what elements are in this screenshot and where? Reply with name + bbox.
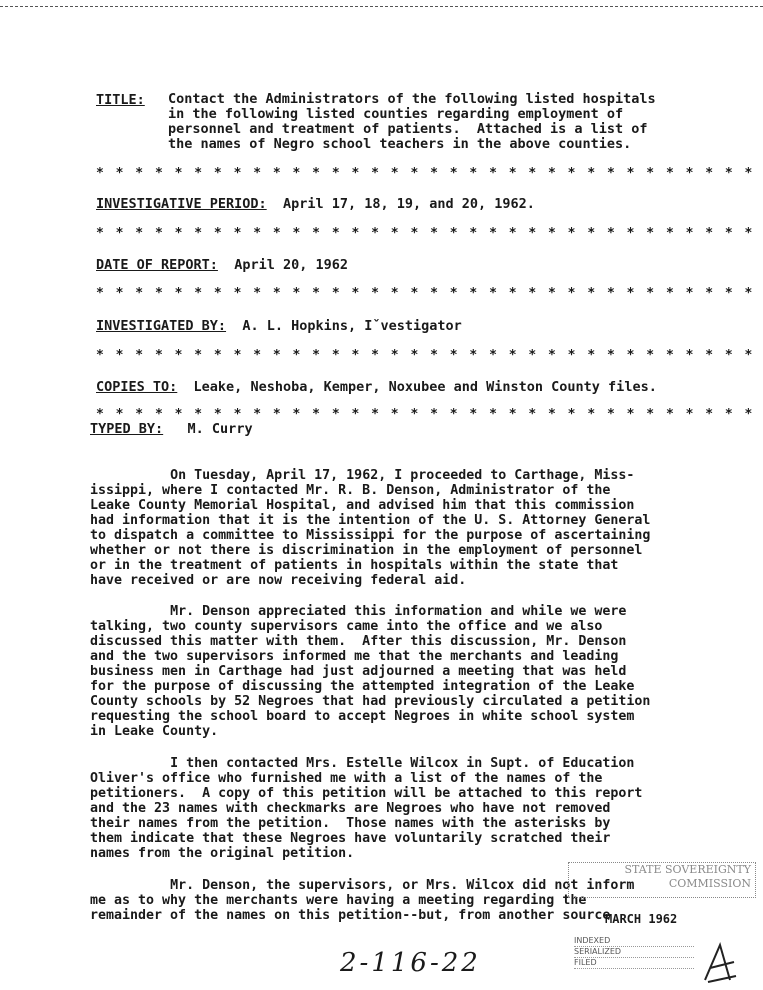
- paragraph-1: On Tuesday, April 17, 1962, I proceeded to Carthage, Miss- issippi, where I contacted Mr. R. B. Denson, Administrator of the Leake County Memorial Hospital, and advised him that this commission had information that it is the intention of the U. S. Attorney General to dispatch a committee to Mississippi for the purpose of ascertaining whether or not there is discrimination in the employment of personnel or in the treatment of patients in hospitals within the state that have received or are now receiving federal aid.: [90, 468, 651, 588]
- typed-by-value: M. Curry: [187, 421, 253, 437]
- investigative-period: [96, 196, 535, 212]
- filed-line: FILED: [574, 958, 694, 969]
- page-top-edge: [0, 0, 763, 7]
- copies-to-value: Leake, Neshoba, Kemper, Noxubee and Winston County files.: [193, 379, 657, 395]
- copies-to: [96, 379, 657, 395]
- investigative-period-value: April 17, 18, 19, and 20, 1962.: [282, 196, 535, 212]
- paragraph-2: Mr. Denson appreciated this information and while we were talking, two county supervisors came into the office and we also discussed this matter with them. After this discussion, Mr. Denson and the two supervisors informed me that the merchants and leading business men in Carthage had just adjourned a meeting that was held for the purpose of discussing the attempted integration of the Leake County schools by 52 Negroes that had previously circulated a petition requesting the school board to accept Negroes in white school system in Leake County.: [90, 604, 651, 739]
- serialized-line: SERIALIZED: [574, 947, 694, 958]
- copies-to-label: COPIES TO:: [96, 379, 178, 395]
- paragraph-4: Mr. Denson, the supervisors, or Mrs. Wilcox did not inform me as to why the merchants were having a meeting regarding the remainder of the names on this petition--but, from another source: [90, 878, 635, 923]
- commission-stamp: STATE SOVEREIGNTY COMMISSION: [568, 862, 756, 898]
- typed-by-label: TYPED BY:: [90, 421, 164, 437]
- handwritten-mark-icon: [700, 940, 740, 985]
- date-of-report-label: DATE OF REPORT:: [96, 257, 218, 273]
- investigated-by: [96, 318, 462, 334]
- investigative-period-label: INVESTIGATIVE PERIOD:: [96, 196, 267, 212]
- date-of-report: [96, 257, 348, 273]
- typed-by: [90, 421, 253, 437]
- star-divider: * * * * * * * * * * * * * * * * * * * * * * * * * * * * * * * * * *: [96, 226, 755, 241]
- star-divider: * * * * * * * * * * * * * * * * * * * * * * * * * * * * * * * * * *: [96, 407, 755, 422]
- date-of-report-value: April 20, 1962: [234, 257, 348, 273]
- title-label: TITLE:: [96, 92, 145, 108]
- star-divider: * * * * * * * * * * * * * * * * * * * * * * * * * * * * * * * * * *: [96, 286, 755, 301]
- star-divider: * * * * * * * * * * * * * * * * * * * * * * * * * * * * * * * * * *: [96, 166, 755, 181]
- document-number: 2-116-22: [340, 948, 481, 978]
- date-stamp: MARCH 1962: [605, 912, 678, 926]
- indexed-line: INDEXED: [574, 936, 694, 947]
- investigated-by-value: A. L. Hopkins, Iˇvestigator: [242, 318, 462, 334]
- star-divider: * * * * * * * * * * * * * * * * * * * * * * * * * * * * * * * * * *: [96, 348, 755, 363]
- investigated-by-label: INVESTIGATED BY:: [96, 318, 227, 334]
- paragraph-3: I then contacted Mrs. Estelle Wilcox in Supt. of Education Oliver's office who furnished me with a list of the names of the petitioners. A copy of this petition will be attached to this report and the 23 names with checkmarks are Negroes who have not removed their names from the petition. Those names with the asterisks by them indicate that these Negroes have voluntarily scratched their names from the original petition.: [90, 756, 643, 861]
- title-text: Contact the Administrators of the following listed hospitals in the following listed counties regarding employment of personnel and treatment of patients. Attached is a list of the names of Negro school teachers in the above counties.: [168, 91, 656, 152]
